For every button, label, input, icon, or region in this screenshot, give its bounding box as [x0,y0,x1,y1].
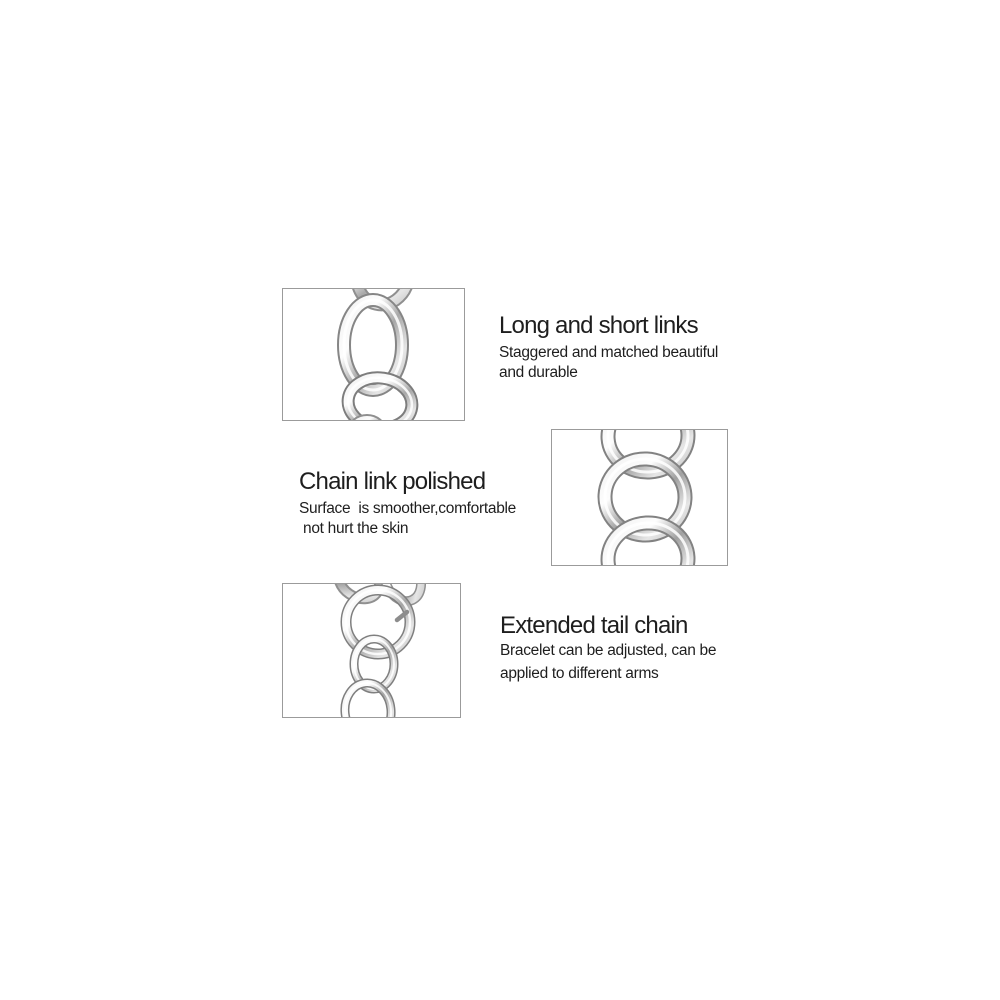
feature-block-extended-tail-chain [500,612,716,685]
polished-curb-links-photo [551,429,728,566]
feature-description-line: and durable [499,364,578,381]
feature-title: Chain link polished [299,468,486,495]
feature-description-line: Bracelet can be adjusted, can be [500,642,717,659]
feature-description-line: Staggered and matched beautiful [499,344,719,361]
feature-block-long-short-links [499,311,718,383]
feature-description [299,499,516,539]
long-and-short-links-photo [282,288,465,421]
extended-tail-chain-illustration [283,584,460,717]
feature-description [500,640,716,685]
feature-description [499,343,718,383]
feature-description-line: applied to different arms [500,664,659,682]
feature-title: Long and short links [499,312,698,339]
feature-block-chain-link-polished [299,467,516,539]
extended-tail-chain-photo [282,583,461,718]
feature-description-line: Surface is smoother,comfortable [299,500,516,517]
long-and-short-links-chain-illustration [283,289,464,420]
feature-description-line: not hurt the skin [299,520,409,537]
polished-curb-chain-illustration [552,430,727,565]
feature-title: Extended tail chain [500,612,688,639]
